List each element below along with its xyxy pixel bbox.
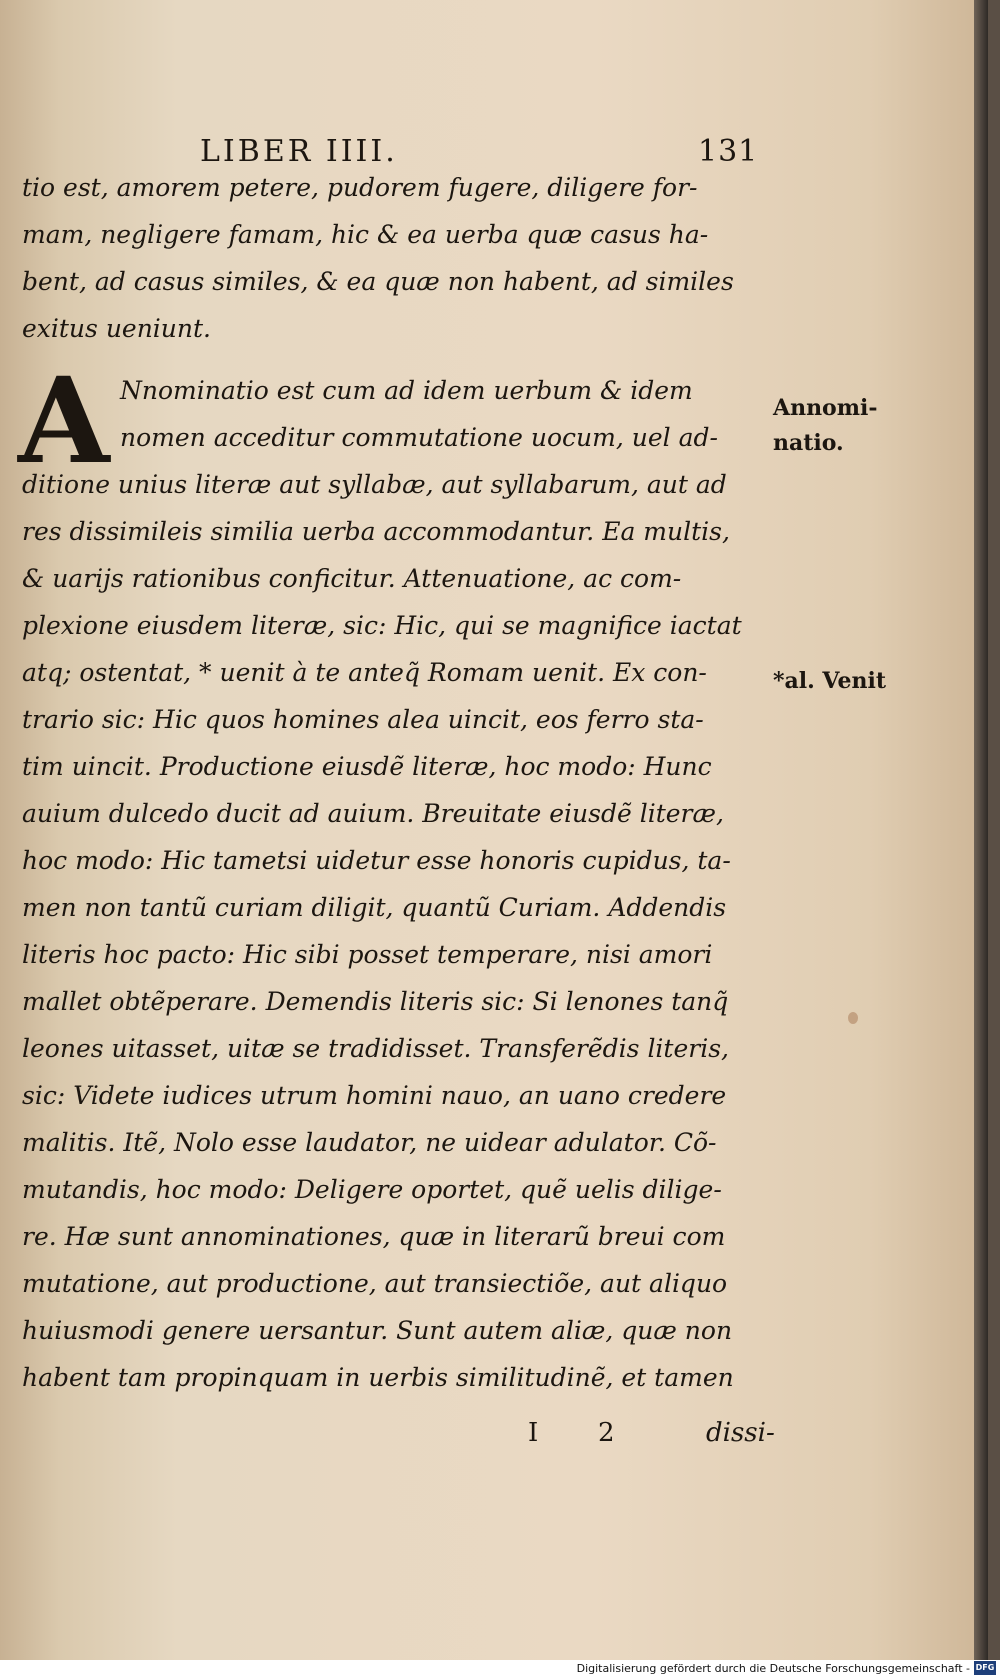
text-line: mutandis, hoc modo: Deligere oportet, quẽ uelis dilige-: [22, 1175, 722, 1204]
text-line: bent, ad casus similes, & ea quæ non habent, ad similes: [22, 267, 734, 296]
text-line: sic: Videte iudices utrum homini nauo, an uano credere: [22, 1081, 727, 1110]
signature-mark: I: [528, 1418, 539, 1448]
text-line: literis hoc pacto: Hic sibi posset temperare, nisi amori: [22, 940, 713, 969]
text-line: malitis. Itẽ, Nolo esse laudator, ne uidear adulator. Cõ-: [22, 1128, 717, 1157]
running-title: LIBER IIII.: [200, 134, 398, 169]
text-line: huiusmodi genere uersantur. Sunt autem aliæ, quæ non: [22, 1316, 733, 1345]
text-line: nomen acceditur commutatione uocum, uel ad-: [120, 423, 718, 452]
margin-note: Annomi-: [773, 395, 878, 421]
text-line: mam, negligere famam, hic & ea uerba quæ casus ha-: [22, 220, 709, 249]
page-number: 131: [698, 134, 759, 169]
drop-capital: A: [18, 351, 110, 490]
text-line: tio est, amorem petere, pudorem fugere, diligere for-: [22, 173, 698, 202]
text-line: mutatione, aut productione, aut transiectiõe, aut aliquo: [22, 1269, 728, 1298]
text-line: res dissimileis similia uerba accommodantur. Ea multis,: [22, 517, 730, 546]
text-line: men non tantũ curiam diligit, quantũ Curiam. Addendis: [22, 893, 727, 922]
text-line: Nnominatio est cum ad idem uerbum & idem: [120, 376, 693, 405]
footer-credit: Digitalisierung gefördert durch die Deutsche Forschungsgemeinschaft -: [576, 1662, 970, 1675]
text-line: auium dulcedo ducit ad auium. Breuitate eiusdẽ literæ,: [22, 799, 724, 828]
text-line: ditione unius literæ aut syllabæ, aut syllabarum, aut ad: [22, 470, 727, 499]
text-line: trario sic: Hic quos homines alea uincit, eos ferro sta-: [22, 705, 704, 734]
text-line: leones uitasset, uitæ se tradidisset. Transferẽdis literis,: [22, 1034, 729, 1063]
text-line: & uarijs rationibus conficitur. Attenuatione, ac com-: [22, 564, 682, 593]
margin-note: *al. Venit: [773, 668, 886, 694]
dfg-logo: DFG: [974, 1661, 996, 1675]
paper-stain: [848, 1012, 858, 1024]
signature-number: 2: [598, 1418, 615, 1448]
margin-note: natio.: [773, 430, 844, 456]
text-line: re. Hæ sunt annominationes, quæ in literarũ breui com: [22, 1222, 726, 1251]
text-line: exitus ueniunt.: [22, 314, 212, 343]
text-line: tim uincit. Productione eiusdẽ literæ, hoc modo: Hunc: [22, 752, 712, 781]
text-line: atq; ostentat, * uenit à te anteq̃ Romam uenit. Ex con-: [22, 658, 707, 687]
text-line: habent tam propinquam in uerbis similitudinẽ, et tamen: [22, 1363, 734, 1392]
catchword: dissi-: [706, 1418, 775, 1448]
text-line: mallet obtẽperare. Demendis literis sic: Si lenones tanq̃: [22, 987, 729, 1016]
text-line: hoc modo: Hic tametsi uidetur esse honoris cupidus, ta-: [22, 846, 731, 875]
text-line: plexione eiusdem literæ, sic: Hic, qui se magnifice iactat: [22, 611, 742, 640]
page-edge: [974, 0, 988, 1660]
